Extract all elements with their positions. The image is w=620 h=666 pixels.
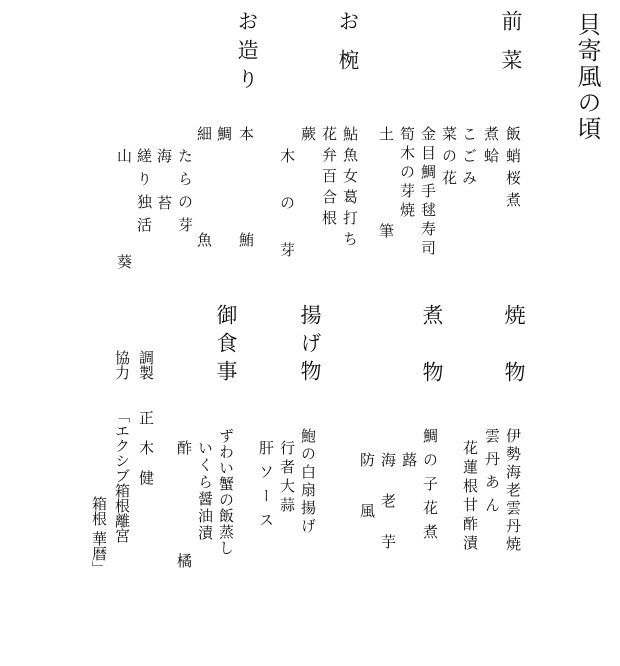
menu-item: 肝ソース (257, 440, 275, 536)
menu-item: 海苔 (155, 148, 173, 242)
menu-item: 煮蛤 (482, 126, 500, 170)
menu-item: 海老芋 (379, 452, 397, 575)
menu-item: 花蓮根甘酢漬 (461, 440, 479, 554)
section-heading-otsukuri: お造り (235, 10, 259, 97)
menu-item: 菜の花 (440, 126, 458, 192)
menu-item: 行者大蒜 (278, 440, 296, 516)
menu-item: 雲丹あん (483, 428, 501, 520)
menu-item: 鯛の子花煮 (421, 428, 439, 548)
menu-item: 酢橘 (175, 440, 193, 666)
menu-item: 金目鯛手毬寿司 (419, 126, 437, 259)
section-heading-nimono: 煮物 (420, 304, 444, 418)
section-heading-agemono: 揚げ物 (298, 304, 322, 388)
menu-title: 貝寄風の頃 (573, 12, 601, 142)
menu-item: 木の芽 (278, 148, 296, 289)
menu-item: こごみ (460, 126, 478, 192)
section-heading-zensai: 前菜 (499, 10, 523, 88)
menu-item: 山葵 (115, 148, 133, 360)
menu-item: 本鮪 (237, 126, 255, 338)
section-heading-oshokuji: 御食事 (214, 304, 238, 388)
credit-partner: 「エクシブ箱根離宮 (113, 408, 131, 543)
menu-item: たらの芽 (176, 148, 194, 240)
credit-label-chosei: 調製 (137, 350, 155, 380)
section-heading-yakimono: 焼物 (502, 304, 526, 418)
menu-item: 筍木の芽焼 (398, 126, 416, 221)
menu-item: 縒り独活 (135, 148, 153, 240)
menu-item: 飯蛸桜煮 (504, 126, 522, 214)
menu-item: 伊勢海老雲丹焼 (504, 428, 522, 554)
menu-item: 防風 (358, 452, 376, 554)
menu-item: 土筆 (377, 126, 395, 320)
menu-item: 蕗 (400, 452, 418, 493)
menu-item: 鮑の白扇揚げ (299, 428, 317, 536)
menu-item: 花弁百合根 (320, 126, 338, 231)
menu-item: いくら醤油漬 (196, 440, 214, 542)
credit-name-chef: 正木健 (137, 410, 155, 500)
menu-item: 蕨 (299, 126, 317, 236)
menu-item: 鮎魚女葛打ち (341, 126, 359, 252)
menu-item: 細魚 (195, 126, 213, 338)
menu-item: 鯛 (215, 126, 233, 232)
section-heading-owan: お椀 (336, 10, 360, 88)
menu-item: ずわい蟹の飯蒸し (217, 428, 235, 556)
credit-label-kyoryoku: 協力 (113, 350, 131, 380)
credit-partner-restaurant: 箱根 華暦」 (90, 496, 108, 576)
